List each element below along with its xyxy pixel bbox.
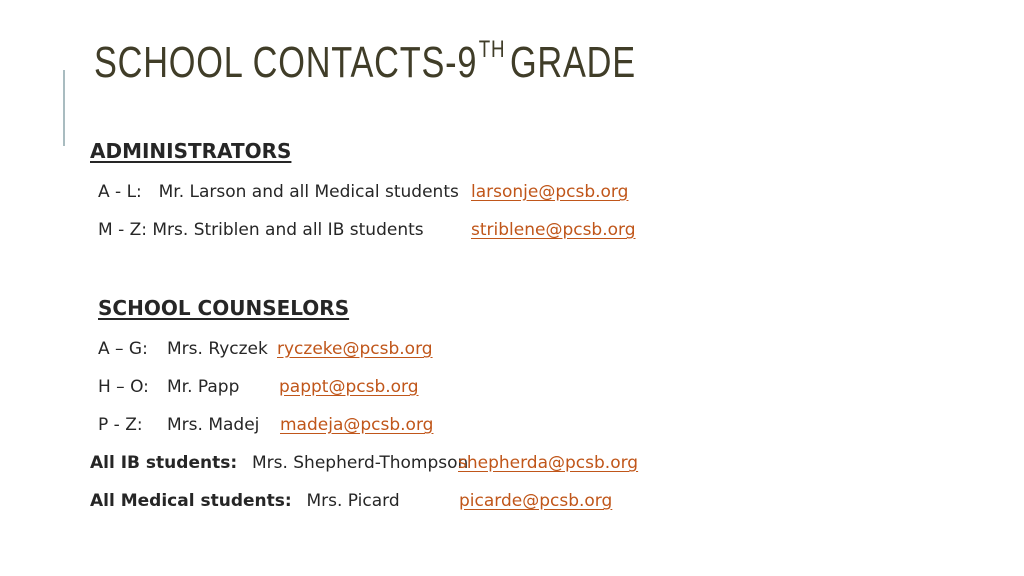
title-suffix: GRADE	[509, 38, 636, 87]
admin-range: A - L:	[98, 182, 142, 202]
counselor-row-p-z	[98, 414, 259, 436]
ib-students-row	[90, 452, 468, 474]
medical-counselor-name: Mrs. Picard	[306, 491, 400, 511]
counselor-range: H – O:	[98, 377, 149, 397]
admin-name: Mr. Larson and all Medical students	[158, 182, 459, 202]
title-accent-bar	[63, 70, 65, 146]
admin-email-link[interactable]: larsonje@pcsb.org	[471, 182, 629, 202]
title-prefix: SCHOOL CONTACTS-9	[94, 38, 478, 87]
ib-students-label: All IB students:	[90, 453, 238, 473]
counselor-email-link[interactable]: ryczeke@pcsb.org	[277, 339, 433, 359]
counselor-name: Mrs. Ryczek	[167, 339, 268, 359]
counselor-email-link[interactable]: pappt@pcsb.org	[279, 377, 419, 397]
ib-counselor-name: Mrs. Shepherd-Thompson	[251, 453, 469, 473]
counselor-range: P - Z:	[98, 415, 143, 435]
title-superscript: TH	[478, 36, 506, 63]
counselors-heading: SCHOOL COUNSELORS	[98, 296, 350, 320]
medical-students-label: All Medical students:	[90, 491, 292, 511]
counselor-name: Mr. Papp	[167, 377, 240, 397]
admin-range: M - Z:	[98, 220, 147, 240]
admin-name: Mrs. Striblen and all IB students	[152, 220, 424, 240]
admin-row-a-l	[98, 181, 459, 203]
counselor-name: Mrs. Madej	[167, 415, 260, 435]
counselor-row-h-o	[98, 376, 239, 398]
slide-title	[94, 38, 636, 88]
admin-email-link[interactable]: striblene@pcsb.org	[471, 220, 636, 240]
ib-counselor-email-link[interactable]: shepherda@pcsb.org	[458, 453, 639, 473]
admin-row-m-z	[98, 219, 424, 241]
counselor-range: A – G:	[98, 339, 148, 359]
counselor-row-a-g	[98, 338, 268, 360]
counselor-email-link[interactable]: madeja@pcsb.org	[280, 415, 434, 435]
medical-students-row	[90, 490, 400, 512]
medical-counselor-email-link[interactable]: picarde@pcsb.org	[459, 491, 613, 511]
administrators-heading: ADMINISTRATORS	[90, 139, 292, 163]
